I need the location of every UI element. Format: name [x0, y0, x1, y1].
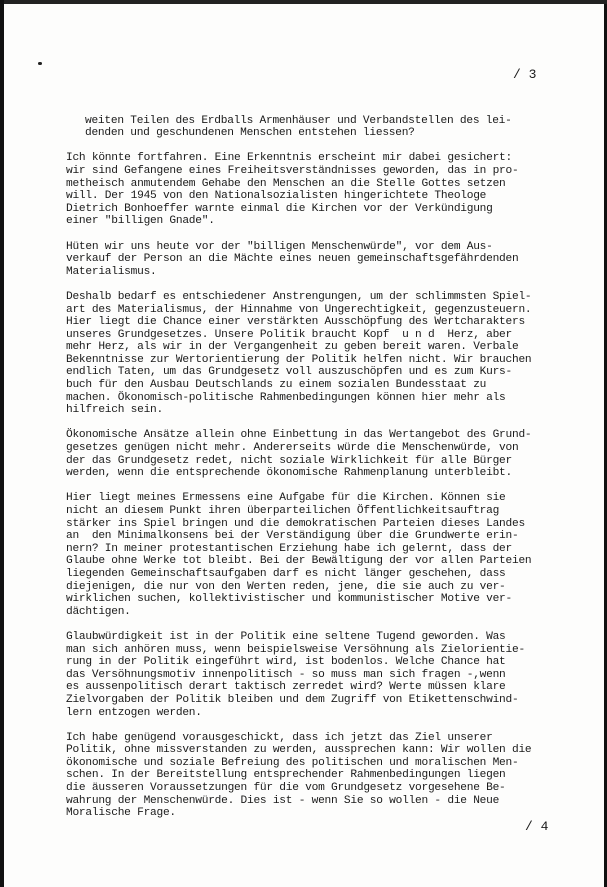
text-line: Dietrich Bonhoeffer warnte einmal die Kirchen vor der Verkündigung	[66, 202, 493, 215]
text-line: nicht an diesem Punkt ihren überparteilichen Öffentlichkeitsauftrag	[66, 505, 500, 517]
text-line: Glaube ohne Werke tot bleibt. Bei der Bewältigung der vor allen Parteien	[66, 555, 532, 568]
text-line: das Versöhnungsmotiv innenpolitisch - so muss man sich fragen -,wenn	[66, 668, 506, 681]
page-number-bottom: / 4	[525, 819, 549, 834]
text-line: gesetzes genügen nicht mehr. Andererseits würde die Menschenwürde, von	[66, 442, 519, 455]
text-line: dächtigen.	[66, 605, 131, 618]
text-line: ökonomische und soziale Befreiung des politischen und moralischen Men-	[66, 756, 519, 769]
text-line: liegenden Gemeinschaftsaufgaben darf es nicht länger geschehen, dass	[66, 567, 506, 580]
text-line: machen. Ökonomisch-politische Rahmenbedingungen können hier mehr als	[66, 391, 506, 404]
text-line: Materialismus.	[66, 265, 157, 278]
text-line: denden und geschundenen Menschen entstehen liessen?	[85, 127, 415, 140]
paragraph-7	[66, 631, 566, 719]
body-text	[66, 102, 566, 832]
text-line: will. Der 1945 von den Nationalsozialisten hingerichtete Theologe	[66, 190, 487, 203]
text-line: Deshalb bedarf es entschiedener Anstrengungen, um der schlimmsten Spiel-	[66, 290, 532, 303]
text-line: diejenigen, die nur von den Werten reden, jene, die sie auch zu ver-	[66, 580, 506, 593]
scan-speck	[38, 62, 42, 65]
paragraph-3	[66, 241, 566, 279]
text-line: Politik, ohne missverstanden zu werden, aussprechen kann: Wir wollen die	[66, 744, 532, 757]
text-line: werden, wenn die entsprechende ökonomische Rahmenplanung unterbleibt.	[66, 467, 512, 480]
text-line: buch für den Ausbau Deutschlands zu einem sozialen Bundesstaat zu	[66, 379, 487, 392]
page-top-edge	[4, 0, 607, 4]
page-number-top: / 3	[513, 67, 537, 82]
paragraph-8	[66, 732, 566, 820]
paragraph-4	[66, 291, 566, 417]
text-line: Hier liegt meines Ermessens eine Aufgabe für die Kirchen. Können sie	[66, 492, 506, 505]
text-line: unseres Grundgesetzes. Unsere Politik braucht Kopf u n d Herz, aber	[66, 328, 512, 341]
text-line: Glaubwürdigkeit ist in der Politik eine seltene Tugend geworden. Was	[66, 630, 506, 643]
text-line: wahrung der Menschenwürde. Dies ist - wenn Sie so wollen - die Neue	[66, 794, 500, 807]
text-line: an den Minimalkonsens bei der Verständigung über die Grundwerte erin-	[66, 530, 519, 543]
text-line: lern entzogen werden.	[66, 706, 202, 719]
paragraph-5	[66, 429, 566, 479]
text-line: man sich anhören muss, wenn beispielsweise Versöhnung als Zielorientie-	[66, 643, 525, 656]
text-line: es aussenpolitisch derart taktisch zerredet wird? Werte müssen klare	[66, 681, 506, 694]
text-line: Ich habe genügend vorausgeschickt, dass ich jetzt das Ziel unserer	[66, 731, 493, 744]
text-line: einer "billigen Gnade".	[66, 215, 215, 228]
text-line: Hier liegt die Chance einer verstärkten Ausschöpfung des Wertcharakters	[66, 316, 525, 329]
text-line: Ich könnte fortfahren. Eine Erkenntnis erscheint mir dabei gesichert:	[66, 152, 512, 165]
text-line: nern? In meiner protestantischen Erziehung habe ich gelernt, dass der	[66, 542, 512, 555]
text-line: art des Materialismus, der Hinnahme von Ungerechtigkeit, gegenzusteuern.	[66, 303, 532, 316]
text-line: hilfreich sein.	[66, 404, 163, 417]
text-line: stärker ins Spiel bringen und die demokratischen Parteien dieses Landes	[66, 517, 525, 530]
text-line: mehr Herz, als wir in der Vergangenheit zu geben bereit waren. Verbale	[66, 341, 519, 354]
text-line: die äusseren Voraussetzungen für die vom Grundgesetz vorgesehene Be-	[66, 782, 506, 795]
text-line: rung in der Politik eingeführt wird, ist bodenlos. Welche Chance hat	[66, 656, 506, 669]
text-line: der das Grundgesetz redet, nicht soziale Wirklichkeit für alle Bürger	[66, 454, 512, 467]
text-line: endlich Taten, um das Grundgesetz voll auszuschöpfen und es zum Kurs-	[66, 366, 512, 379]
paragraph-1	[66, 102, 566, 140]
text-line: Zielvorgaben der Politik bleiben und dem Zugriff von Etikettenschwind-	[66, 693, 519, 706]
paragraph-2	[66, 152, 566, 228]
text-line: weiten Teilen des Erdballs Armenhäuser und Verbandstellen des lei-	[85, 114, 512, 127]
text-line: wirklichen suchen, kollektivistischer und kommunistischer Motive ver-	[66, 593, 512, 606]
text-line: Bekenntnisse zur Wertorientierung der Politik helfen nicht. Wir brauchen	[66, 353, 532, 366]
text-line: metheisch anmutendem Gehabe den Menschen an die Stelle Gottes setzen	[66, 177, 506, 190]
text-line: wir sind Gefangene eines Freiheitsverständnisses geworden, das in pro-	[66, 164, 519, 177]
text-line: schen. In der Bereitstellung entsprechender Rahmenbedingungen liegen	[66, 769, 506, 782]
text-line: verkauf der Person an die Mächte eines neuen gemeinschaftsgefährdenden	[66, 253, 519, 266]
text-line: Moralische Frage.	[66, 807, 176, 820]
paragraph-6	[66, 492, 566, 618]
text-line: Hüten wir uns heute vor der "billigen Menschenwürde", vor dem Aus-	[66, 240, 493, 253]
text-line: Ökonomische Ansätze allein ohne Einbettung in das Wertangebot des Grund-	[66, 429, 532, 442]
